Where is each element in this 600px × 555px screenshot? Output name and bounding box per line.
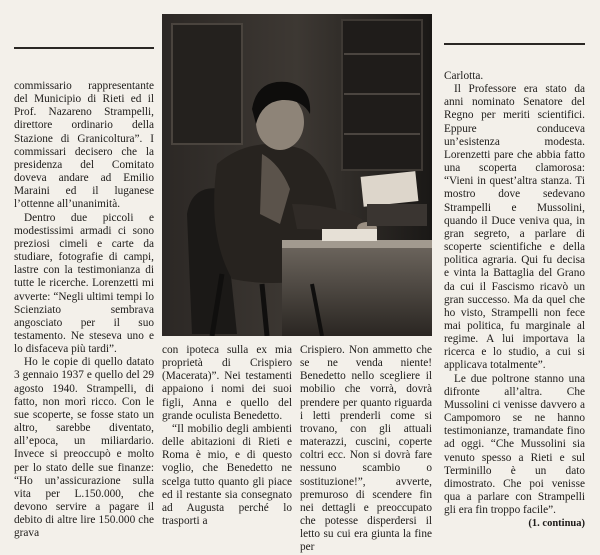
paragraph: “Il mobilio degli ambienti delle abitazioni di Rieti e Roma è mio, e di questo voglio, che Benedetto ne scelga tutto quanto gli piace ed il restante sia consegnato ad Augusta perché lo trasporti a [162,422,292,528]
paragraph: Ho le copie di quello datato 3 gennaio 1937 e quello del 29 agosto 1940. Strampelli, di fatto, non morì ricco. Con le sue scoperte, se fosse stato un altro, sarebbe diventato, all’epoca, un miliardario. Invece si preoccupò e molto per lo stato delle sue finanze: “Ho un’assicurazione sulla vita per L.150.000, che devono servire a pagare il debito di altre lire 150.000 che grava [14,356,154,540]
column-rule-right [444,43,585,45]
paragraph: Dentro due piccoli e modestissimi armadi ci sono preziosi cimeli e carte da studiare, fotografie di campi, lastre con la testimonianza di tutte le ricerche. Lorenzetti mi avverte: “Negli ultimi tempi lo Scienziato sembrava angosciato per il suo testamento. Ne steseva uno e lo disfaceva più tardi”. [14,211,154,356]
column-rule-left [14,47,154,49]
paragraph: Crispiero. Non ammetto che se ne venda niente! Benedetto nello scegliere il mobilio che vorrà, dovrà prendere per quanto riguarda i letti prenderli come si trovano, con gli attuali materazzi, cuscini, coperte coltri ecc. Non si dovrà fare nessuno scambio o sostituzione!”, avverte, premuroso di scendere fin nei dettagli e preoccupato che potesse disperdersi il letto su cui era giunta la fine per [300,344,432,554]
continued-label: (1. continua) [528,518,585,530]
paragraph: Le due poltrone stanno una difronte all’altra. Che Mussolini ci venisse davvero a Campomoro se ne hanno testimonianze, tramandate fino ad oggi. “Che Mussolini sia venuto spesso a Rieti e sul Terminillo è un dato dimostrato. Che poi venisse qua a parlare con Strampelli gli era fin troppo facile”. [444,372,585,517]
paragraph: commissario rappresentante del Municipio di Rieti ed il Prof. Nazareno Strampelli, direttore ordinario della Stazione di Granicoltura”. I commissari decisero che la presidenza del Comitato doveva andare ad Emilio Maraini ed il luganese l’ottenne all’unanimità. [14,80,154,211]
paragraph: Carlotta. [444,70,484,82]
article-column-4 [444,70,585,530]
article-column-3 [300,344,432,555]
paragraph: Il Professore era stato da anni nominato Senatore del Regno per meriti scientifici. Eppure conduceva un’esistenza modesta. Lorenzetti pare che abbia fatto una scoperta clamorosa: “Vieni in quest’altra stanza. Ti mostro dove sedevano Strampelli e Mussolini, quando il Duce veniva qua, in gran segreto, a parlare di scoperte scientifiche e della politica agraria. Qui fu decisa e vinta la Battaglia del Grano da cui il Fascismo ricavò un gran successo. Ma da quel che ho visto, Strampelli non fece mai politica, fu marginale al regime. A lui importava la ricerca e lo studio, a cui si applicava totalmente”. [444,83,585,372]
article-photo [162,14,432,336]
paragraph: con ipoteca sulla ex mia proprietà di Crispiero (Macerata)”. Nei testamenti appaiono i nomi dei suoi figli, Anna e quello del grande oculista Benedetto. [162,344,292,422]
article-column-2 [162,344,292,528]
man-at-desk-photo-image [162,14,432,336]
article-column-1 [14,80,154,540]
